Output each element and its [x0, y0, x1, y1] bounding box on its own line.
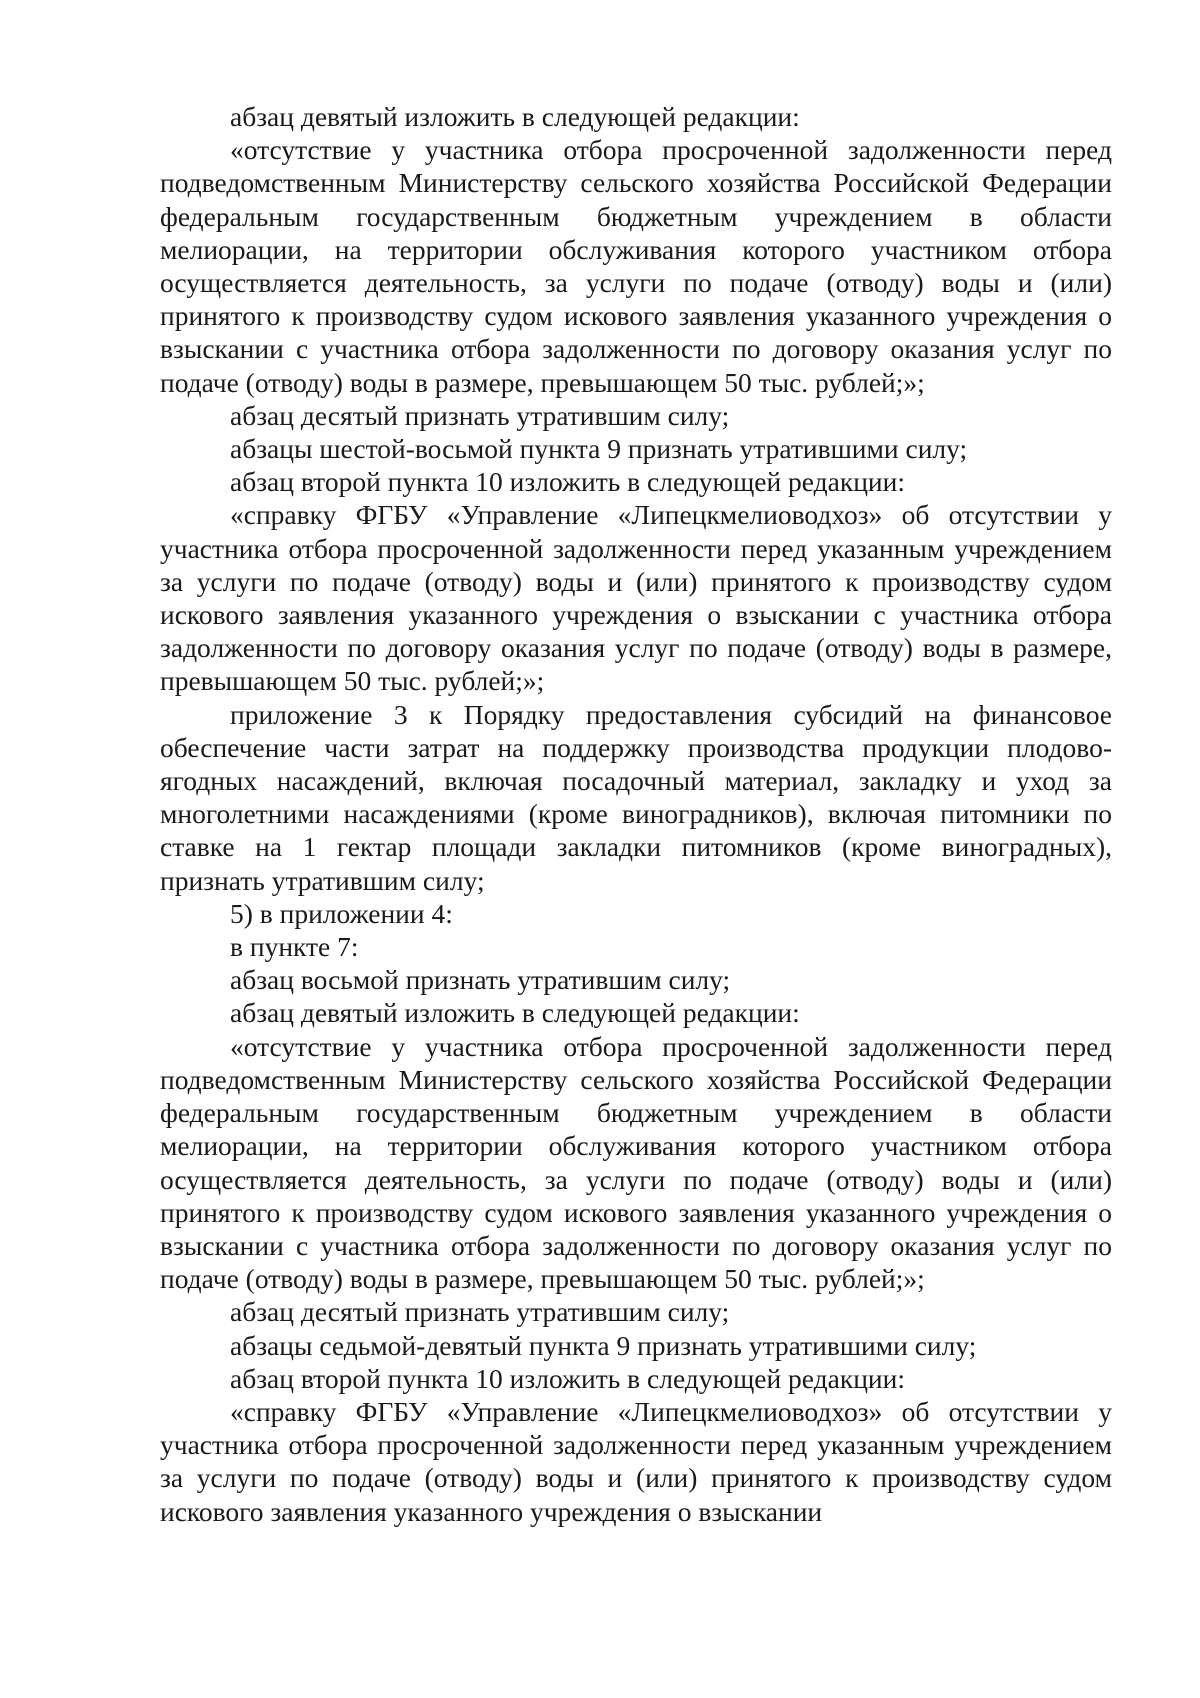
- paragraph-7: приложение 3 к Порядку предоставления субсидий на финансовое обеспечение части затрат на поддержку производства продукции плодово-ягодных насаждений, включая посадочный материал, закладку и уход за многолетними насаждениями (кроме виноградников), включая питомники по ставке на 1 гектар площади закладки питомников (кроме виноградных), признать утратившим силу;: [160, 698, 1112, 896]
- paragraph-9: в пункте 7:: [230, 931, 359, 963]
- paragraph-10: абзац восьмой признать утратившим силу;: [230, 964, 731, 996]
- paragraph-5: абзац второй пункта 10 изложить в следующей редакции:: [230, 466, 905, 498]
- document-body: [160, 100, 1112, 1528]
- paragraph-16: «справку ФГБУ «Управление «Липецкмелиоводхоз» об отсутствии у участника отбора просроченной задолженности перед указанным учреждением за услуги по подаче (отводу) воды и (или) принятого к производству судом искового заявления указанного учреждения о взыскании: [160, 1395, 1112, 1527]
- paragraph-6: «справку ФГБУ «Управление «Липецкмелиоводхоз» об отсутствии у участника отбора просроченной задолженности перед указанным учреждением за услуги по подаче (отводу) воды и (или) принятого к производству судом искового заявления указанного учреждения о взыскании с участника отбора задолженности по договору оказания услуг по подаче (отводу) воды в размере, превышающем 50 тыс. рублей;»;: [160, 499, 1112, 697]
- paragraph-13: абзац десятый признать утратившим силу;: [230, 1296, 730, 1328]
- paragraph-8: 5) в приложении 4:: [230, 897, 453, 929]
- paragraph-3: абзац десятый признать утратившим силу;: [230, 399, 730, 431]
- paragraph-15: абзац второй пункта 10 изложить в следующей редакции:: [230, 1362, 905, 1394]
- paragraph-2: «отсутствие у участника отбора просроченной задолженности перед подведомственным Министерству сельского хозяйства Российской Федерации федеральным государственным бюджетным учреждением в области мелиорации, на территории обслуживания которого участником отбора осуществляется деятельность, за услуги по подаче (отводу) воды и (или) принятого к производству судом искового заявления указанного учреждения о взыскании с участника отбора задолженности по договору оказания услуг по подаче (отводу) воды в размере, превышающем 50 тыс. рублей;»;: [160, 134, 1112, 398]
- paragraph-14: абзацы седьмой-девятый пункта 9 признать утратившими силу;: [230, 1329, 977, 1361]
- paragraph-12: «отсутствие у участника отбора просроченной задолженности перед подведомственным Министерству сельского хозяйства Российской Федерации федеральным государственным бюджетным учреждением в области мелиорации, на территории обслуживания которого участником отбора осуществляется деятельность, за услуги по подаче (отводу) воды и (или) принятого к производству судом искового заявления указанного учреждения о взыскании с участника отбора задолженности по договору оказания услуг по подаче (отводу) воды в размере, превышающем 50 тыс. рублей;»;: [160, 1030, 1112, 1295]
- paragraph-11: абзац девятый изложить в следующей редакции:: [230, 997, 800, 1029]
- paragraph-4: абзацы шестой-восьмой пункта 9 признать утратившими силу;: [230, 433, 968, 465]
- paragraph-1: абзац девятый изложить в следующей редакции:: [230, 101, 800, 132]
